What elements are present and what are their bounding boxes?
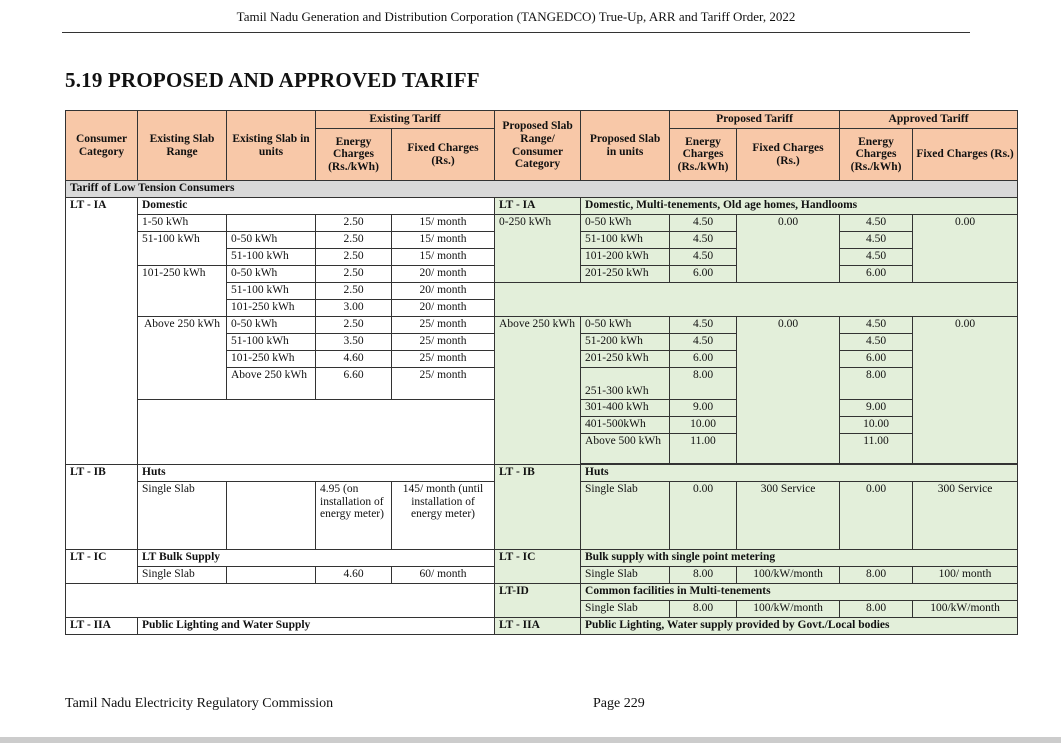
p-fixed: 100/kW/month [737,567,840,584]
fixed-value: 25/ month [392,368,495,400]
slab-units: 101-250 kWh [227,351,316,368]
a-energy: 9.00 [840,400,913,417]
category-lt1c: LT - IC [66,550,138,584]
a-fixed: 0.00 [913,317,1018,464]
table-row [66,618,1018,635]
p-fixed: 300 Service [737,482,840,550]
col-proposed-fixed: Fixed Charges (Rs.) [737,129,840,181]
p-energy: 8.00 [670,368,737,400]
energy-value: 4.60 [316,567,392,584]
p-units: 101-200 kWh [581,249,670,266]
col-existing-slab-units: Existing Slab in units [227,111,316,181]
energy-value: 2.50 [316,249,392,266]
col-proposed-slab-range: Proposed Slab Range/ Consumer Category [495,111,581,181]
fixed-value: 25/ month [392,317,495,334]
p-desc-huts: Huts [581,465,1018,482]
col-approved-energy: Energy Charges (Rs./kWh) [840,129,913,181]
p-energy: 6.00 [670,266,737,283]
fixed-value: 60/ month [392,567,495,584]
energy-value: 3.00 [316,300,392,317]
p-units: 301-400 kWh [581,400,670,417]
p-desc-lt1a: Domestic, Multi-tenements, Old age homes, Handlooms [581,198,1018,215]
col-existing-slab-range: Existing Slab Range [138,111,227,181]
energy-value: 3.50 [316,334,392,351]
slab-units: 51-100 kWh [227,334,316,351]
slab-units [227,482,316,550]
slab-units: 0-50 kWh [227,266,316,283]
p-units: 0-50 kWh [581,215,670,232]
category-bulk: LT Bulk Supply [138,550,495,567]
col-existing-energy: Energy Charges (Rs./kWh) [316,129,392,181]
header-rule [62,32,970,33]
p-energy: 4.50 [670,249,737,266]
p-energy: 11.00 [670,434,737,464]
slab-units: 51-100 kWh [227,249,316,266]
p-fixed: 100/kW/month [737,601,840,618]
table-row [66,584,1018,601]
fixed-value: 20/ month [392,283,495,300]
p-units: Above 500 kWh [581,434,670,464]
p-energy: 4.50 [670,232,737,249]
slab-range: 51-100 kWh [138,232,227,266]
col-existing-fixed: Fixed Charges (Rs.) [392,129,495,181]
p-category-lt1a: LT - IA [495,198,581,215]
table-row [66,198,1018,215]
p-energy: 4.50 [670,334,737,351]
p-fixed: 0.00 [737,215,840,283]
p-desc-public: Public Lighting, Water supply provided by Govt./Local bodies [581,618,1018,635]
category-huts: Huts [138,465,495,482]
a-energy: 4.50 [840,215,913,232]
table-row [66,550,1018,567]
fixed-value: 25/ month [392,334,495,351]
fixed-value: 15/ month [392,249,495,266]
p-range: 0-250 kWh [495,215,581,283]
p-energy: 4.50 [670,215,737,232]
category-public: Public Lighting and Water Supply [138,618,495,635]
energy-value: 2.50 [316,317,392,334]
p-units: 51-100 kWh [581,232,670,249]
p-category-lt1d: LT-ID [495,584,581,618]
p-units: 51-200 kWh [581,334,670,351]
p-desc-common: Common facilities in Multi-tenements [581,584,1018,601]
p-energy: 6.00 [670,351,737,368]
p-units: 0-50 kWh [581,317,670,334]
slab-units: 0-50 kWh [227,232,316,249]
a-fixed: 300 Service [913,482,1018,550]
table-row [66,465,1018,482]
p-units: 201-250 kWh [581,351,670,368]
a-energy: 6.00 [840,266,913,283]
col-proposed-tariff: Proposed Tariff [670,111,840,129]
energy-value: 4.60 [316,351,392,368]
slab-range: 1-50 kWh [138,215,227,232]
a-energy: 0.00 [840,482,913,550]
p-energy: 9.00 [670,400,737,417]
p-fixed: 0.00 [737,317,840,464]
section-lt: Tariff of Low Tension Consumers [66,181,1018,198]
p-units: 201-250 kWh [581,266,670,283]
slab-range: Above 250 kWh [138,317,227,400]
category-lt2a: LT - IIA [66,618,138,635]
p-units: 251-300 kWh [581,368,670,400]
a-energy: 11.00 [840,434,913,464]
category-lt1a: LT - IA [66,198,138,465]
p-energy: 8.00 [670,567,737,584]
a-energy: 4.50 [840,334,913,351]
fixed-value: 25/ month [392,351,495,368]
a-energy: 4.50 [840,249,913,266]
p-desc-bulk: Bulk supply with single point metering [581,550,1018,567]
viewer-bottom-bar [0,737,1061,743]
energy-value: 2.50 [316,215,392,232]
table-row [66,317,1018,334]
a-energy: 8.00 [840,567,913,584]
col-consumer-category: Consumer Category [66,111,138,181]
document-header: Tamil Nadu Generation and Distribution Corporation (TANGEDCO) True-Up, ARR and Tariff Order, 2022 [236,9,796,24]
col-proposed-energy: Energy Charges (Rs./kWh) [670,129,737,181]
slab-range: Single Slab [138,567,227,584]
col-proposed-slab-units: Proposed Slab in units [581,111,670,181]
header-row-1 [66,111,1018,129]
category-lt1b: LT - IB [66,465,138,550]
fixed-value: 20/ month [392,300,495,317]
slab-units [227,567,316,584]
p-energy: 8.00 [670,601,737,618]
a-fixed: 100/ month [913,567,1018,584]
energy-value: 2.50 [316,232,392,249]
tariff-table [65,110,1018,635]
p-units: Single Slab [581,482,670,550]
footer-commission: Tamil Nadu Electricity Regulatory Commission [65,696,334,711]
slab-units: 51-100 kWh [227,283,316,300]
p-energy: 4.50 [670,317,737,334]
slab-units [227,215,316,232]
col-existing-tariff: Existing Tariff [316,111,495,129]
p-category-lt2a: LT - IIA [495,618,581,635]
energy-value: 2.50 [316,283,392,300]
fixed-value: 145/ month (until installation of energy meter) [392,482,495,550]
slab-range: 101-250 kWh [138,266,227,317]
a-energy: 4.50 [840,317,913,334]
energy-value: 6.60 [316,368,392,400]
p-category-lt1b: LT - IB [495,465,581,550]
footer-page-number: Page 229 [593,696,645,711]
a-energy: 8.00 [840,368,913,400]
col-approved-fixed: Fixed Charges (Rs.) [913,129,1018,181]
p-units: Single Slab [581,567,670,584]
p-units: Single Slab [581,601,670,618]
section-title: 5.19 PROPOSED AND APPROVED TARIFF [65,68,480,92]
p-blank [495,283,1018,317]
slab-range: Single Slab [138,482,227,550]
existing-blank-lt1d [66,584,495,618]
category-domestic: Domestic [138,198,495,215]
table-row [66,215,1018,232]
energy-value: 2.50 [316,266,392,283]
fixed-value: 20/ month [392,266,495,283]
slab-units: 101-250 kWh [227,300,316,317]
fixed-value: 15/ month [392,232,495,249]
col-approved-tariff: Approved Tariff [840,111,1018,129]
slab-units: Above 250 kWh [227,368,316,400]
section-row [66,181,1018,198]
a-energy: 8.00 [840,601,913,618]
p-energy: 10.00 [670,417,737,434]
p-range: Above 250 kWh [495,317,581,465]
a-energy: 10.00 [840,417,913,434]
slab-units: 0-50 kWh [227,317,316,334]
a-fixed: 0.00 [913,215,1018,283]
a-fixed: 100/kW/month [913,601,1018,618]
p-energy: 0.00 [670,482,737,550]
a-energy: 4.50 [840,232,913,249]
fixed-value: 15/ month [392,215,495,232]
p-units: 401-500kWh [581,417,670,434]
existing-blank [138,400,495,465]
a-energy: 6.00 [840,351,913,368]
energy-value: 4.95 (on installation of energy meter) [316,482,392,550]
p-category-lt1c: LT - IC [495,550,581,584]
